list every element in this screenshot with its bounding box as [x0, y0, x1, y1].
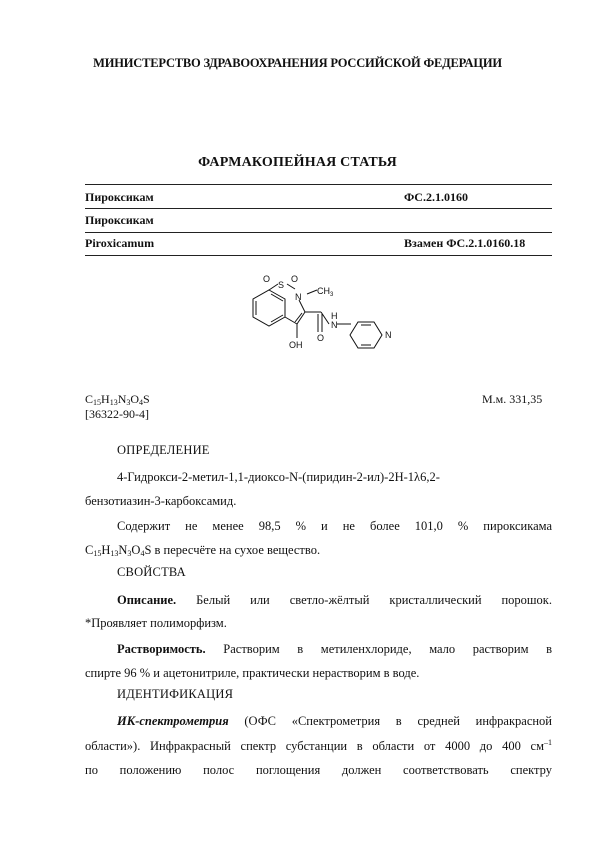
section-definition-title: ОПРЕДЕЛЕНИЕ — [117, 443, 210, 457]
monograph-code: ФС.2.1.0160 — [404, 190, 468, 204]
ir-line-1: ИК-спектрометрия (ОФС «Спектрометрия в средней инфракрасной — [117, 714, 552, 728]
content-line-2: $C_{15}H_{13}N_3O_4S$ в пересчёте на сухое вещество. — [85, 543, 321, 558]
content-line-1: Содержит не менее 98,5 % и не более 101,0 % пироксикама — [117, 519, 552, 533]
cas-number: [36322-90-4] — [85, 407, 149, 421]
structure-label-o-amide: O — [317, 333, 325, 343]
divider-bottom — [85, 255, 552, 256]
solubility-line-1: Растворимость. Растворим в метиленхлориде, мало растворим в — [117, 642, 552, 656]
iupac-name-line-1: 4-Гидрокси-2-метил-1,1-диоксо-N-(пиридин-2-ил)-2Н-1λ6,2- — [117, 470, 440, 484]
structure-label-n-ring: N — [295, 292, 302, 302]
structure-label-nh-h: H — [331, 311, 338, 321]
structure-label-nh-n: N — [331, 320, 338, 330]
divider-3 — [85, 232, 552, 233]
ministry-heading: МИНИСТЕРСТВО ЗДРАВООХРАНЕНИЯ РОССИЙСКОЙ ФЕДЕРАЦИИ — [93, 56, 502, 70]
name-latin: Piroxicamum — [85, 236, 155, 250]
article-type-title: ФАРМАКОПЕЙНАЯ СТАТЬЯ — [198, 155, 397, 170]
structure-label-oh: OH — [289, 340, 303, 350]
structure-label-o2: O — [291, 274, 299, 284]
molecular-formula: $C_{15}H_{13}N_3O_4S$ — [85, 392, 150, 407]
section-identification-title: ИДЕНТИФИКАЦИЯ — [117, 687, 234, 701]
section-properties-title: СВОЙСТВА — [117, 565, 186, 579]
structure-label-ch3: $CH_3$ — [317, 286, 334, 298]
name-ru-2: Пироксикам — [85, 213, 154, 227]
name-ru-1: Пироксикам — [85, 190, 154, 204]
iupac-name-line-2: бензотиазин-3-карбоксамид. — [85, 494, 237, 508]
piroxicam-structure-diagram — [225, 272, 415, 382]
ir-line-3: по положению полос поглощения должен соответствовать спектру — [85, 763, 552, 777]
divider-2 — [85, 208, 552, 209]
solubility-line-2: спирте 96 % и ацетонитриле, практически нерастворим в воде. — [85, 666, 420, 680]
structure-label-o1: O — [263, 274, 271, 284]
description-line-2: *Проявляет полиморфизм. — [85, 616, 227, 630]
structure-label-n-pyridine: N — [385, 330, 392, 340]
ir-line-2: области»). Инфракрасный спектр субстанции в области от 4000 до 400 $см^{-1}$ — [85, 738, 552, 753]
structure-label-s: S — [278, 280, 285, 290]
divider-top — [85, 184, 552, 185]
replaces-code: Взамен ФС.2.1.0160.18 — [404, 236, 526, 250]
description-line-1: Описание. Белый или светло-жёлтый кристаллический порошок. — [117, 593, 552, 607]
molecular-weight: М.м. 331,35 — [482, 392, 543, 406]
